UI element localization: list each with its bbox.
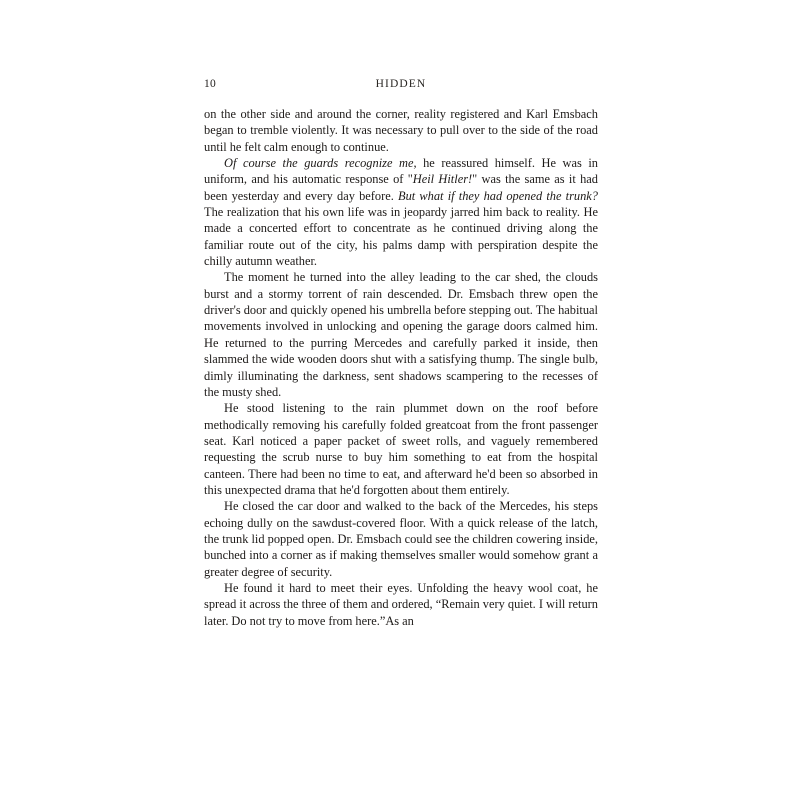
text-run: he reassured himself. He was in uniform, and his automatic response of " bbox=[204, 156, 598, 187]
text-run: The realization that his own life was in jeopardy jarred him back to reality. He made a concerted effort to concentrate as he continued driving along the familiar route out of the city, his palms damp with perspiration despite the chilly autumn weather. bbox=[204, 205, 598, 269]
italic-run: Heil Hitler! bbox=[412, 172, 473, 187]
paragraph bbox=[204, 269, 598, 400]
running-head-title: HIDDEN bbox=[375, 78, 427, 90]
text-run: on the other side and around the corner, reality registered and Karl Emsbach began to tremble violently. It was necessary to pull over to the side of the road until he felt calm enough to continue. bbox=[204, 107, 598, 154]
paragraph bbox=[204, 106, 598, 155]
italic-run: Of course the guards recognize me, bbox=[224, 156, 417, 171]
body-text-block bbox=[204, 106, 598, 629]
text-run: The moment he turned into the alley leading to the car shed, the clouds burst and a stormy torrent of rain descended. Dr. Emsbach threw open the driver's door and quickly opened his umbrella before stepping out. The habitual movements involved in unlocking and opening the garage doors calmed him. He returned to the purring Mercedes and carefully parked it inside, then slammed the wide wooden doors shut with a satisfying thump. The single bulb, dimly illuminating the darkness, sent shadows scampering to the recesses of the musty shed. bbox=[204, 270, 598, 399]
page-number: 10 bbox=[204, 78, 216, 90]
text-run: " was the same as it had been yesterday and every day before. bbox=[204, 172, 598, 203]
text-run: He closed the car door and walked to the back of the Mercedes, his steps echoing dully on the sawdust-covered floor. With a quick release of the latch, the trunk lid popped open. Dr. Emsbach could see the children cowering inside, bunched into a corner as if making themselves smaller would somehow grant a greater degree of security. bbox=[204, 499, 598, 579]
italic-run: But what if they had opened the trunk? bbox=[398, 188, 598, 203]
paragraph bbox=[204, 155, 598, 269]
paragraph bbox=[204, 498, 598, 580]
paragraph bbox=[204, 580, 598, 629]
text-run: He stood listening to the rain plummet down on the roof before methodically removing his carefully folded greatcoat from the front passenger seat. Karl noticed a paper packet of sweet rolls, and vaguely remembered requesting the scrub nurse to buy him something to eat from the hospital canteen. There had been no time to eat, and afterward he'd been so absorbed in this unexpected drama that he'd forgotten about them entirely. bbox=[204, 401, 598, 497]
paragraph bbox=[204, 400, 598, 498]
running-head bbox=[204, 76, 598, 92]
text-run: He found it hard to meet their eyes. Unfolding the heavy wool coat, he spread it across the three of them and ordered, “Remain very quiet. I will return later. Do not try to move from here.”As an bbox=[204, 580, 598, 628]
